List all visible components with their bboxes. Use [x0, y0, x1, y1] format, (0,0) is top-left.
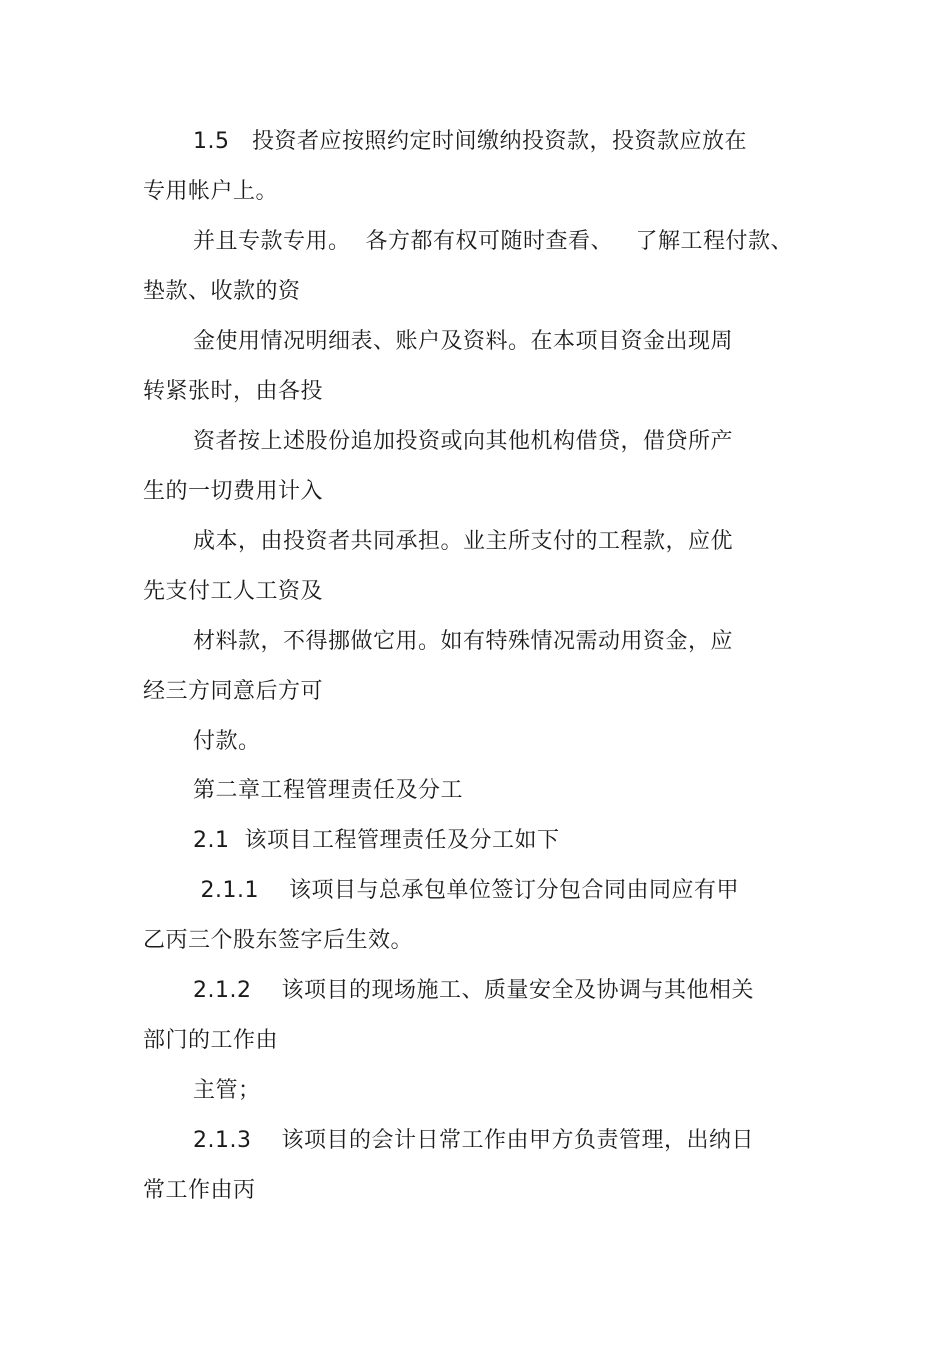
- text-line: 材料款，不得挪做它用。如有特殊情况需动用资金，应: [193, 629, 734, 654]
- text-line: 生的一切费用计入: [143, 479, 324, 504]
- text-line: 金使用情况明细表、账户及资料。在本项目资金出现周: [193, 329, 734, 354]
- text-line: 常工作由丙: [143, 1178, 256, 1203]
- section-heading: 2.1 该项目工程管理责任及分工如下: [193, 828, 560, 853]
- text-line: 资者按上述股份追加投资或向其他机构借贷，借贷所产: [193, 429, 734, 454]
- text-line: 2.1.2 该项目的现场施工、质量安全及协调与其他相关: [193, 978, 754, 1003]
- text-line: 并且专款专用。 各方都有权可随时查看、 了解工程付款、: [193, 229, 793, 254]
- text-line: 垫款、收款的资: [143, 279, 301, 304]
- text-line: 成本，由投资者共同承担。业主所支付的工程款，应优: [193, 529, 734, 554]
- text-line: 1.5 投资者应按照约定时间缴纳投资款，投资款应放在: [193, 129, 747, 154]
- text-line: 专用帐户上。: [143, 179, 279, 204]
- text-line: 2.1.1 该项目与总承包单位签订分包合同由同应有甲: [193, 878, 739, 903]
- text-line: 主管；: [193, 1078, 261, 1103]
- chapter-heading: 第二章工程管理责任及分工: [193, 778, 464, 803]
- text-line: 先支付工人工资及: [143, 579, 324, 604]
- text-line: 付款。: [193, 729, 261, 754]
- text-line: 经三方同意后方可: [143, 679, 324, 704]
- text-line: 乙丙三个股东签字后生效。: [143, 928, 414, 953]
- text-line: 部门的工作由: [143, 1028, 279, 1053]
- text-line: 转紧张时，由各投: [143, 379, 324, 404]
- text-line: 2.1.3 该项目的会计日常工作由甲方负责管理，出纳日: [193, 1128, 754, 1153]
